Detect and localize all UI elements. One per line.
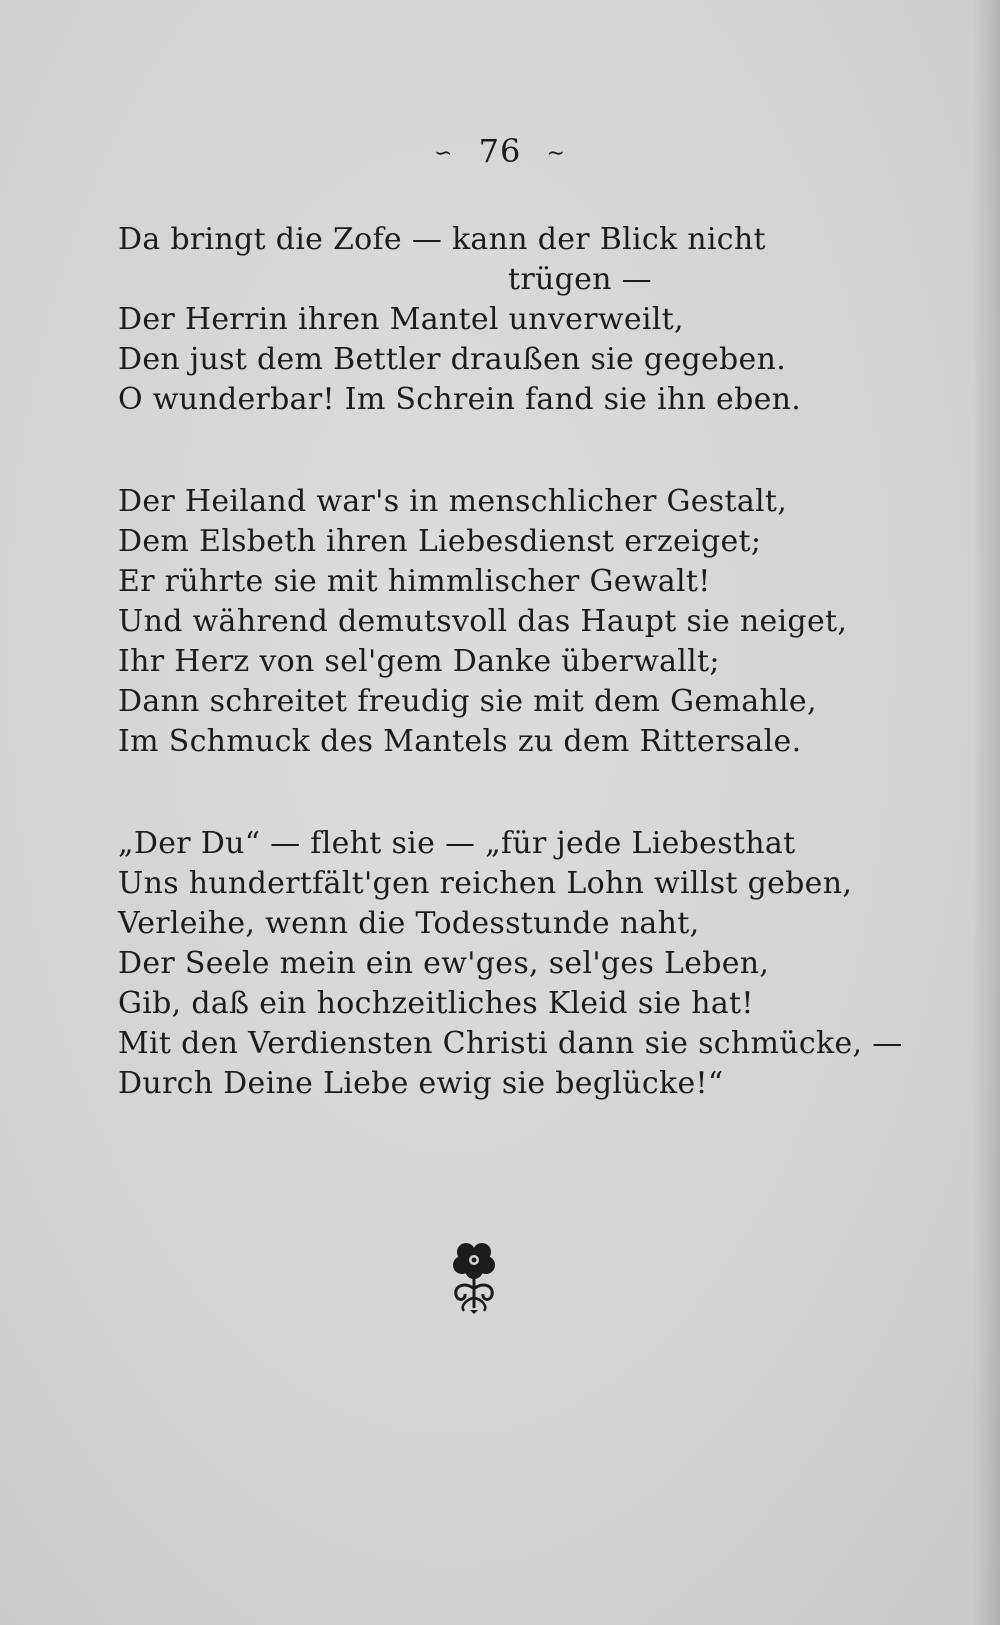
verse-line: O wunderbar! Im Schrein fand sie ihn eben. [118,382,802,417]
verse-line: Da bringt die Zofe — kann der Blick nicht [118,222,766,257]
stanza-1 [118,220,878,420]
verse-line: Der Seele mein ein ew'ges, sel'ges Leben, [118,946,770,981]
flower-fleur-de-lis-ornament-icon [446,1240,502,1314]
verse-line: Uns hundertfält'gen reichen Lohn willst geben, [118,866,853,901]
verse-line: Verleihe, wenn die Todesstunde naht, [118,906,700,941]
verse-line: Im Schmuck des Mantels zu dem Rittersale. [118,724,802,759]
verse-line: Mit den Verdiensten Christi dann sie schmücke, — [118,1026,903,1061]
stanza-2 [118,482,878,762]
verse-line: Dem Elsbeth ihren Liebesdienst erzeiget; [118,524,762,559]
right-ornament-icon: ∼ [546,141,566,166]
page-edge-shadow [972,0,1000,1625]
verse-line: Er rührte sie mit himmlischer Gewalt! [118,564,711,599]
verse-line: Den just dem Bettler draußen sie gegeben. [118,342,787,377]
verse-line: Ihr Herz von sel'gem Danke überwallt; [118,644,720,679]
verse-line-continuation: trügen — [508,262,652,297]
stanza-3 [118,824,903,1104]
verse-line: Dann schreitet freudig sie mit dem Gemahle, [118,684,817,719]
poem-text [118,220,903,1104]
verse-line: Durch Deine Liebe ewig sie beglücke!“ [118,1066,724,1101]
verse-line: Der Herrin ihren Mantel unverweilt, [118,302,684,337]
verse-line: Der Heiland war's in menschlicher Gestalt, [118,484,788,519]
left-ornament-icon: ∽ [434,141,454,166]
page-header [0,132,1000,170]
verse-line: Gib, daß ein hochzeitliches Kleid sie hat! [118,986,754,1021]
page-number: 76 [478,132,522,170]
verse-line: „Der Du“ — fleht sie — „für jede Liebesthat [118,826,796,861]
verse-line: Und während demutsvoll das Haupt sie neiget, [118,604,848,639]
